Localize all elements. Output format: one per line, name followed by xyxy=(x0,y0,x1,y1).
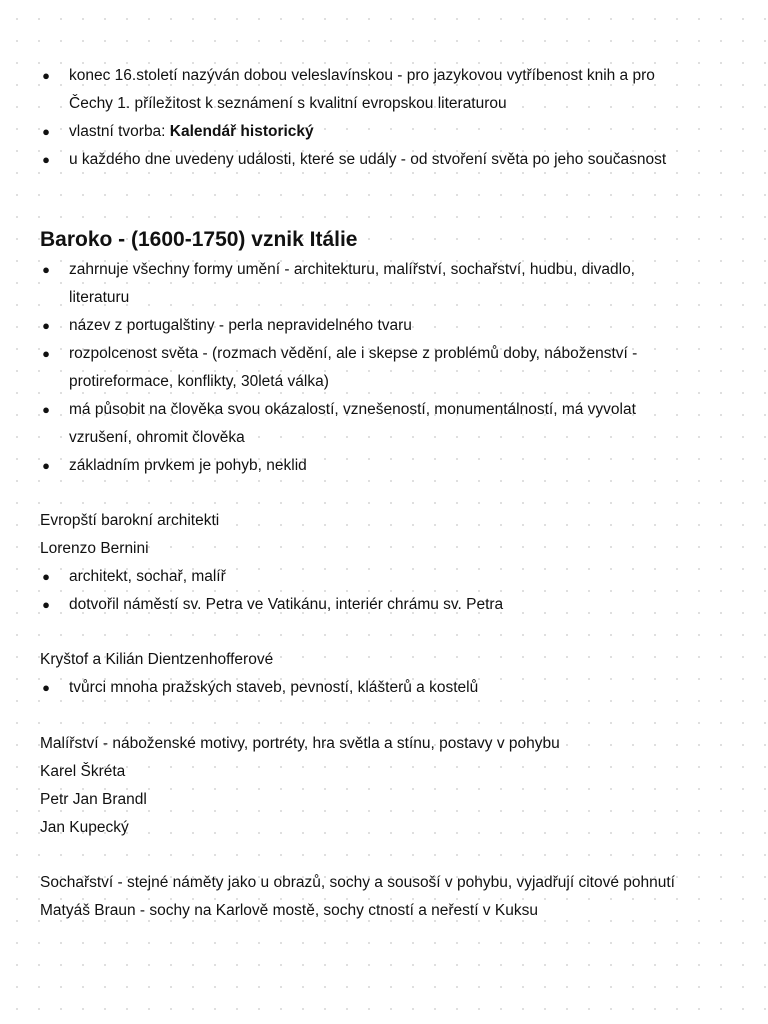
calendar-title: Kalendář historický xyxy=(169,123,314,140)
dientzenhofer-section xyxy=(40,646,740,702)
list-item-text: u každého dne uvedeny události, které se udály - od stvoření světa po jeho současnost xyxy=(69,151,667,168)
list-item xyxy=(40,146,740,174)
list-item-text: rozpolcenost světa - (rozmach vědění, ale i skepse z problémů doby, náboženství - xyxy=(69,345,638,362)
bullet-icon: ● xyxy=(42,124,50,139)
bullet-icon: ● xyxy=(42,262,50,277)
dientzenhofer-title: Kryštof a Kilián Dientzenhofferové xyxy=(40,651,274,668)
architects-title: Evropští barokní architekti xyxy=(40,512,220,529)
list-item-text: tvůrci mnoha pražských staveb, pevností, klášterů a kostelů xyxy=(69,679,479,696)
list-item-text: architekt, sochař, malíř xyxy=(69,568,226,585)
list-item-text: vlastní tvorba: xyxy=(69,123,170,140)
list-item xyxy=(40,396,740,452)
bullet-icon: ● xyxy=(42,680,50,695)
painter-name: Karel Škréta xyxy=(40,763,126,780)
list-item-text: zahrnuje všechny formy umění - architekturu, malířství, sochařství, hudbu, divadlo, xyxy=(69,261,635,278)
intro-bullet-list xyxy=(40,62,740,174)
bullet-icon: ● xyxy=(42,597,50,612)
list-item xyxy=(40,563,740,591)
baroko-section xyxy=(40,256,740,480)
bullet-icon: ● xyxy=(42,68,50,83)
list-item-text: má působit na člověka svou okázalostí, vznešeností, monumentálností, má vyvolat xyxy=(69,401,636,418)
list-item xyxy=(40,256,740,312)
dientzenhofer-bullet-list xyxy=(40,674,740,702)
bullet-icon: ● xyxy=(42,458,50,473)
list-item-text: základním prvkem je pohyb, neklid xyxy=(69,457,307,474)
architects-section xyxy=(40,507,740,619)
sculpture-title: Sochařství - stejné náměty jako u obrazů, sochy a sousoší v pohybu, vyjadřují citové pohnutí xyxy=(40,874,675,891)
list-item xyxy=(40,591,740,619)
list-item xyxy=(40,674,740,702)
list-item xyxy=(40,62,740,118)
list-item-text: Čechy 1. příležitost k seznámení s kvalitní evropskou literaturou xyxy=(69,95,507,112)
baroko-bullet-list xyxy=(40,256,740,480)
bernini-bullet-list xyxy=(40,563,740,619)
bullet-icon: ● xyxy=(42,152,50,167)
list-item-text: název z portugalštiny - perla nepravidelného tvaru xyxy=(69,317,412,334)
list-item-text: dotvořil náměstí sv. Petra ve Vatikánu, interiér chrámu sv. Petra xyxy=(69,596,504,613)
intro-section xyxy=(40,62,740,174)
list-item-text: vzrušení, ohromit člověka xyxy=(69,429,245,446)
list-item xyxy=(40,118,740,146)
painting-section xyxy=(40,730,740,842)
architect-name: Lorenzo Bernini xyxy=(40,540,149,557)
list-item-text: protireformace, konflikty, 30letá válka) xyxy=(69,373,329,390)
bullet-icon: ● xyxy=(42,318,50,333)
list-item-text: literaturu xyxy=(69,289,130,306)
bullet-icon: ● xyxy=(42,402,50,417)
bullet-icon: ● xyxy=(42,569,50,584)
list-item xyxy=(40,312,740,340)
bullet-icon: ● xyxy=(42,346,50,361)
baroko-heading: Baroko - (1600-1750) vznik Itálie xyxy=(40,228,358,251)
list-item xyxy=(40,452,740,480)
sculpture-section xyxy=(40,869,760,925)
painter-name: Jan Kupecký xyxy=(40,819,129,836)
sculptor-line: Matyáš Braun - sochy na Karlově mostě, sochy ctností a neřestí v Kuksu xyxy=(40,902,538,919)
list-item xyxy=(40,340,740,396)
list-item-text: konec 16.století nazýván dobou veleslavínskou - pro jazykovou vytříbenost knih a pro xyxy=(69,67,655,84)
painting-title: Malířství - náboženské motivy, portréty, hra světla a stínu, postavy v pohybu xyxy=(40,735,560,752)
painter-name: Petr Jan Brandl xyxy=(40,791,147,808)
